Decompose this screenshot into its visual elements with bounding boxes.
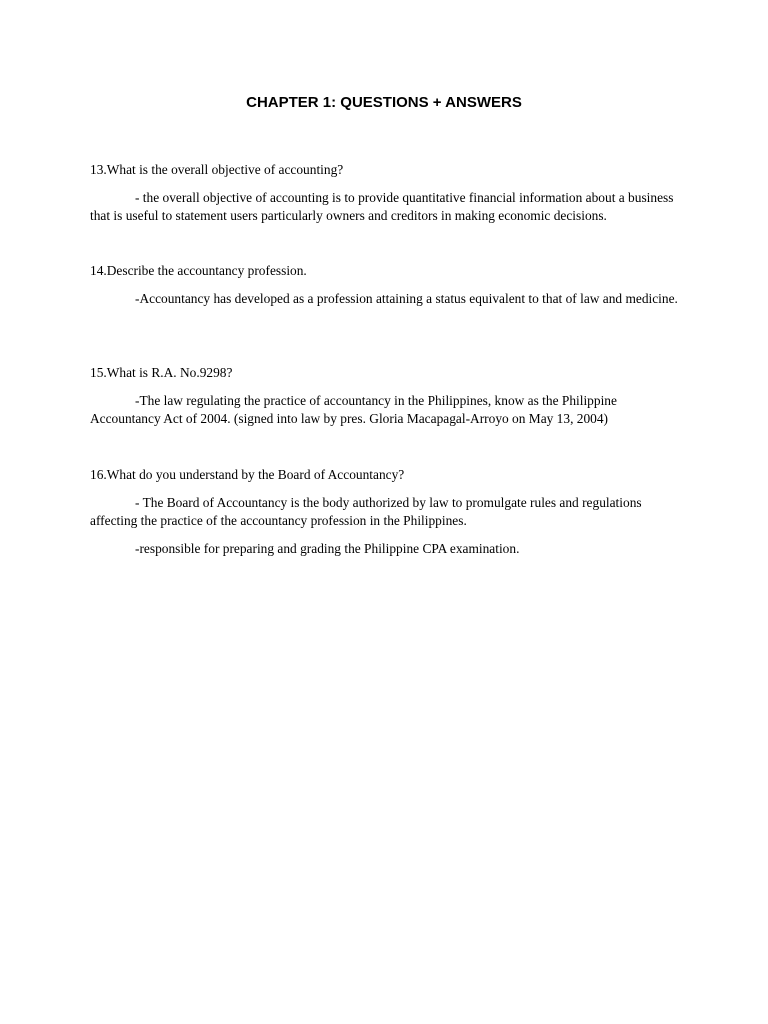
answer-15: -The law regulating the practice of accountancy in the Philippines, know as the Philippine Accountancy Act of 2004. (signed into law by pres. Gloria Macapagal-Arroyo on May 13, 2004)	[90, 393, 617, 426]
answer-16b: -responsible for preparing and grading the Philippine CPA examination.	[135, 541, 520, 556]
qa-item-16	[90, 466, 680, 558]
qa-item-14	[90, 262, 680, 308]
qa-item-15	[90, 364, 680, 428]
question-14: 14.Describe the accountancy profession.	[90, 263, 307, 278]
question-13: 13.What is the overall objective of accounting?	[90, 162, 344, 177]
qa-item-13	[90, 161, 680, 225]
question-16: 16.What do you understand by the Board of Accountancy?	[90, 467, 405, 482]
answer-13: - the overall objective of accounting is to provide quantitative financial information about a business that is useful to statement users particularly owners and creditors in making economic decisions.	[90, 190, 674, 223]
answer-16a: - The Board of Accountancy is the body authorized by law to promulgate rules and regulations affecting the practice of the accountancy profession in the Philippines.	[90, 495, 642, 528]
answer-14: -Accountancy has developed as a profession attaining a status equivalent to that of law and medicine.	[135, 291, 678, 306]
page-title: CHAPTER 1: QUESTIONS + ANSWERS	[246, 94, 522, 111]
question-15: 15.What is R.A. No.9298?	[90, 365, 233, 380]
